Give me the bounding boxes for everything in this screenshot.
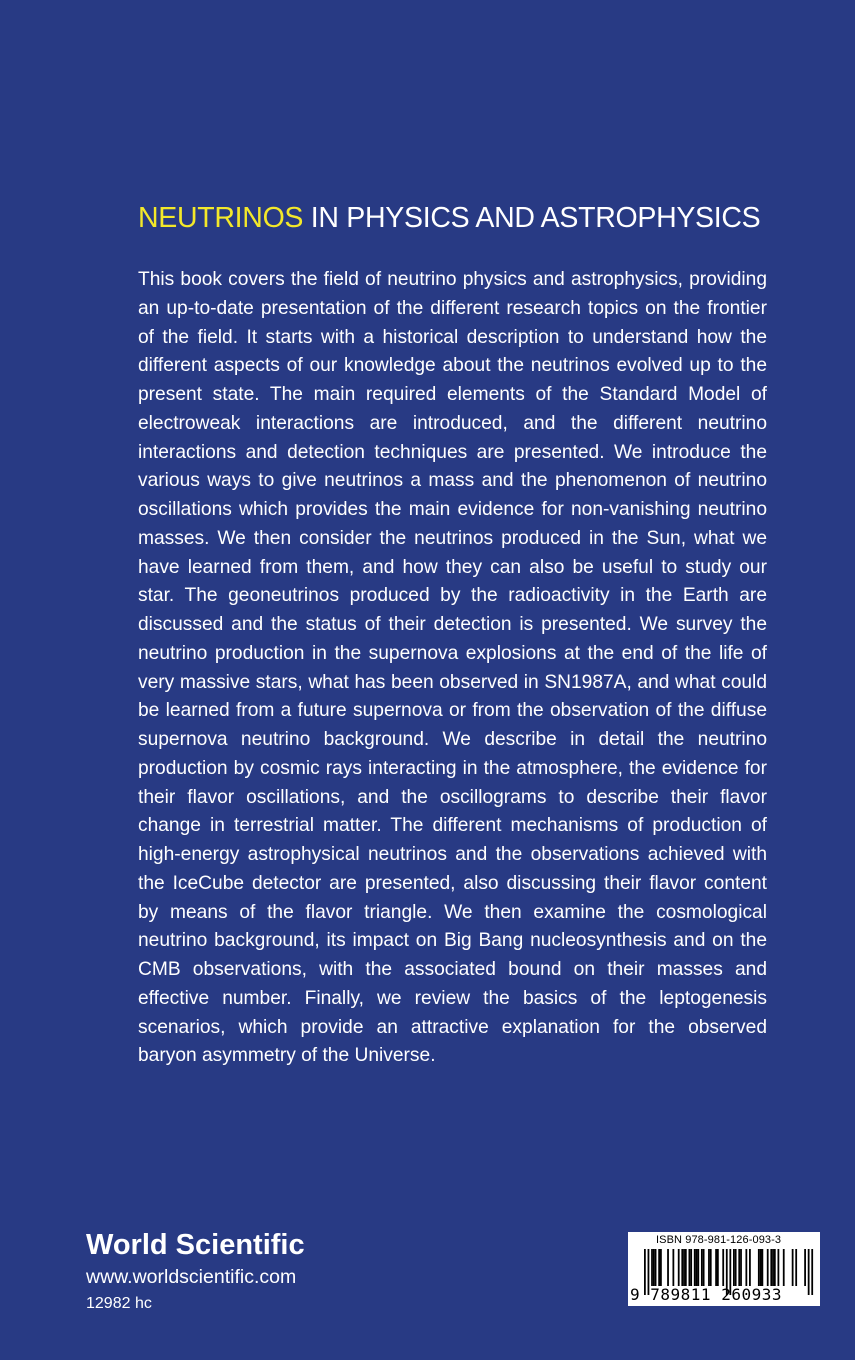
barcode-bar: [681, 1249, 683, 1286]
barcode-bar: [767, 1249, 769, 1286]
barcode-bar: [738, 1249, 740, 1286]
barcode-bar: [658, 1249, 660, 1286]
barcode-bar: [758, 1249, 760, 1286]
publisher-url: www.worldscientific.com: [86, 1266, 297, 1288]
barcode-bar: [689, 1249, 691, 1286]
barcode-bar: [749, 1249, 751, 1286]
barcode-bar: [740, 1249, 742, 1286]
barcode-bar: [667, 1249, 669, 1286]
barcode-bar: [694, 1249, 696, 1286]
barcode-bar: [783, 1249, 785, 1286]
barcode-bar: [770, 1249, 772, 1286]
barcode-bar: [697, 1249, 699, 1286]
barcode-bar: [672, 1249, 674, 1286]
title-highlight: NEUTRINOS: [138, 202, 304, 234]
barcode-bar: [701, 1249, 703, 1286]
barcode-bar: [735, 1249, 737, 1286]
publisher-name: World Scientific: [86, 1229, 305, 1261]
barcode-bar: [804, 1249, 806, 1286]
barcode-bar: [733, 1249, 735, 1286]
publisher-block: [86, 1227, 406, 1315]
barcode-bar: [761, 1249, 763, 1286]
barcode-bar: [685, 1249, 687, 1286]
barcode-bar: [655, 1249, 657, 1286]
barcode-bar: [745, 1249, 747, 1286]
product-code: 12982 hc: [86, 1295, 152, 1312]
barcode-bar: [696, 1249, 698, 1286]
barcode-bar: [660, 1249, 662, 1286]
book-title: [138, 202, 778, 235]
barcode-bar: [678, 1249, 680, 1286]
book-description: This book covers the field of neutrino physics and astrophysics, providing an up-to-date presentation of the different research topics on the frontier of the field. It starts with a historical description to understand how the different aspects of our knowledge about the neutrinos evolved up to the present state. The main required elements of the Standard Model of electroweak interactions are introduced, and the different neutrino interactions and detection techniques are presented. We introduce the various ways to give neutrinos a mass and the phenomenon of neutrino oscillations which provides the main evidence for non-vanishing neutrino masses. We then consider the neutrinos produced in the Sun, what we have learned from them, and how they can also be useful to study our star. The geoneutrinos produced by the radioactivity in the Earth are discussed and the status of their detection is presented. We survey the neutrino production in the supernova explosions at the end of the life of very massive stars, what has been observed in SN1987A, and what could be learned from a future supernova or from the observation of the diffuse supernova neutrino background. We describe in detail the neutrino production by cosmic rays interacting in the atmosphere, the evidence for their flavor oscillations, and the oscillograms to describe their flavor change in terrestrial matter. The different mechanisms of production of high-energy astrophysical neutrinos and the observations achieved with the IceCube detector are presented, also discussing their flavor content by means of the flavor triangle. We then examine the cosmological neutrino background, its impact on Big Bang nucleosynthesis and on the CMB observations, with the associated bound on their masses and effective number. Finally, we review the basics of the leptogenesis scenarios, which provide an attractive explanation for the observed baryon asymmetry of the Universe.: [138, 269, 767, 1067]
barcode-bar: [772, 1249, 774, 1286]
barcode-bar: [774, 1249, 776, 1286]
isbn-label: ISBN 978-981-126-093-3: [656, 1234, 782, 1246]
barcode-bar: [710, 1249, 712, 1286]
barcode-digits: 9 789811 260933: [630, 1285, 782, 1304]
barcode-bar: [690, 1249, 692, 1286]
barcode-bar: [651, 1249, 653, 1286]
barcode-bar: [722, 1249, 724, 1286]
barcode-bar: [703, 1249, 705, 1286]
barcode-bar: [795, 1249, 797, 1286]
barcode-bar: [653, 1249, 655, 1286]
barcode-bar: [715, 1249, 717, 1286]
title-rest: IN PHYSICS AND ASTROPHYSICS: [303, 202, 761, 234]
barcode-bar: [760, 1249, 762, 1286]
barcode-bar: [717, 1249, 719, 1286]
barcode-bar: [792, 1249, 794, 1286]
isbn-barcode: [628, 1232, 820, 1306]
barcode-bar: [683, 1249, 685, 1286]
barcode-bar: [708, 1249, 710, 1286]
barcode-bar: [778, 1249, 780, 1286]
